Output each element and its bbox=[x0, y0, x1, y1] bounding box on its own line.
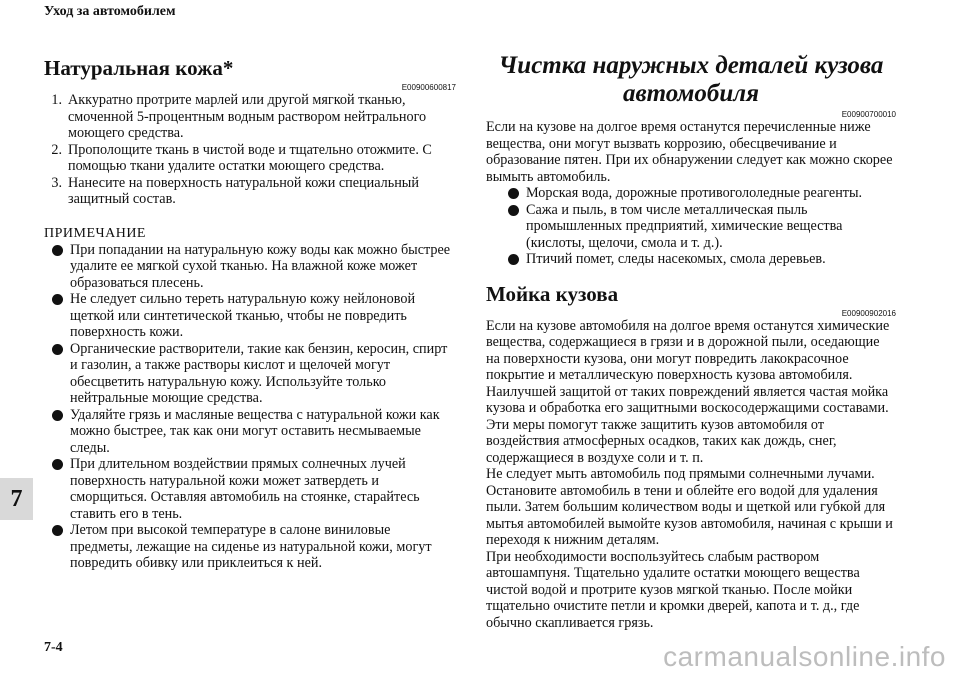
exterior-code: E00900700010 bbox=[841, 110, 896, 119]
note-item: При длительном воздействии прямых солнечных лучей поверхность натуральной кожи может затвердеть и сморщиться. Оставляя автомобиль на стоянке, старайтесь ставить его в тень. bbox=[44, 456, 456, 522]
bullet-icon bbox=[44, 407, 70, 457]
note-item: Органические растворители, такие как бензин, керосин, спирт и газолин, а также растворы кислот и щелочей могут обесцветить натуральную кожу. Используйте только нейтральные моющие средства. bbox=[44, 341, 456, 407]
note-item: Удаляйте грязь и масляные вещества с натуральной кожи как можно быстрее, так как они могут оставить несмываемые следы. bbox=[44, 407, 456, 457]
bullet-icon bbox=[44, 291, 70, 341]
substance-item: Морская вода, дорожные противогололедные реагенты. bbox=[500, 185, 896, 202]
exterior-title-line2: автомобиля bbox=[622, 80, 760, 107]
bullet-icon bbox=[500, 202, 526, 252]
bullet-icon bbox=[500, 185, 526, 202]
note-item: Летом при высокой температуре в салоне виниловые предметы, лежащие на сиденье из натуральной кожи, могут повредить обивку или приклеиться к ней. bbox=[44, 522, 456, 572]
note-title: ПРИМЕЧАНИЕ bbox=[44, 225, 146, 241]
note-item: При попадании на натуральную кожу воды как можно быстрее удалите ее мягкой сухой тканью. На влажной коже может образоваться плесень. bbox=[44, 242, 456, 292]
section-header: Уход за автомобилем bbox=[44, 4, 176, 19]
right-column bbox=[486, 52, 896, 631]
wash-paragraph: Если на кузове автомобиля на долгое время останутся химические вещества, содержащиеся в грязи и в дорожной пыли, оседающие на поверхности кузова, они могут повредить лакокрасочное покрытие и металлическую поверхность кузова автомобиля. bbox=[486, 317, 890, 383]
note-item: Не следует сильно тереть натуральную кожу нейлоновой щеткой или синтетической тканью, чтобы не повредить поверхность кожи. bbox=[44, 291, 456, 341]
wash-title: Мойка кузова bbox=[486, 281, 619, 306]
substance-item: Сажа и пыль, в том числе металлическая пыль промышленных предприятий, химические вещества (кислоты, щелочи, смола и т. д.). bbox=[500, 202, 896, 252]
wash-paragraph: При необходимости воспользуйтесь слабым раствором автошампуня. Тщательно удалите остатки моющего вещества чистой водой и протрите кузов мягкой тканью. После мойки тщательно очистите петли и кромки дверей, капота и т. д., где обычно скапливается грязь. bbox=[486, 548, 860, 631]
bullet-icon bbox=[44, 242, 70, 292]
wash-paragraph: Наилучшей защитой от таких повреждений является частая мойка кузова и обработка его защитными воскосодержащими составами. bbox=[486, 383, 889, 416]
watermark: carmanualsonline.info bbox=[663, 641, 946, 672]
wash-code: E00900902016 bbox=[841, 308, 896, 318]
leather-title: Натуральная кожа* bbox=[44, 56, 234, 80]
bullet-icon bbox=[500, 251, 526, 268]
wash-body bbox=[486, 318, 896, 632]
step-item: 2. Прополощите ткань в чистой воде и тщательно отожмите. С помощью ткани удалите остатки моющего средства. bbox=[51, 141, 432, 174]
chapter-tab: 7 bbox=[0, 478, 33, 520]
bullet-icon bbox=[44, 456, 70, 522]
step-item: 1. Аккуратно протрите марлей или другой мягкой тканью, смоченной 5-процентным водным раствором нейтрального моющего средства. bbox=[51, 92, 427, 141]
wash-paragraph: Эти меры помогут также защитить кузов автомобиля от воздействия атмосферных осадков, таких как дождь, снег, содержащиеся в воздухе соли и т. п. bbox=[486, 416, 837, 466]
leather-steps bbox=[44, 92, 456, 208]
wash-paragraph: Остановите автомобиль в тени и облейте его водой для удаления пыли. Затем большим количеством воды и щеткой или губкой для мытья автомобилей вымойте кузов автомобиля, начиная с крыши и переходя к нижним деталям. bbox=[486, 482, 893, 548]
left-column bbox=[44, 56, 456, 572]
bullet-icon bbox=[44, 522, 70, 572]
exterior-title-line1: Чистка наружных деталей кузова bbox=[498, 52, 884, 79]
bullet-icon bbox=[44, 341, 70, 407]
substance-list bbox=[500, 185, 896, 268]
leather-code: E00900600817 bbox=[401, 83, 456, 92]
substance-item: Птичий помет, следы насекомых, смола деревьев. bbox=[500, 251, 896, 268]
wash-paragraph: Не следует мыть автомобиль под прямыми солнечными лучами. bbox=[486, 466, 875, 482]
step-item: 3. Нанесите на поверхность натуральной кожи специальный защитный состав. bbox=[51, 174, 419, 207]
exterior-intro: Если на кузове на долгое время останутся перечисленные ниже вещества, они могут вызвать коррозию, обесцвечивание и образование пятен. При их обнаружении следует как можно скорее вымыть автомобиль. bbox=[486, 119, 893, 185]
note-list bbox=[44, 242, 456, 572]
page-number: 7-4 bbox=[44, 640, 63, 655]
